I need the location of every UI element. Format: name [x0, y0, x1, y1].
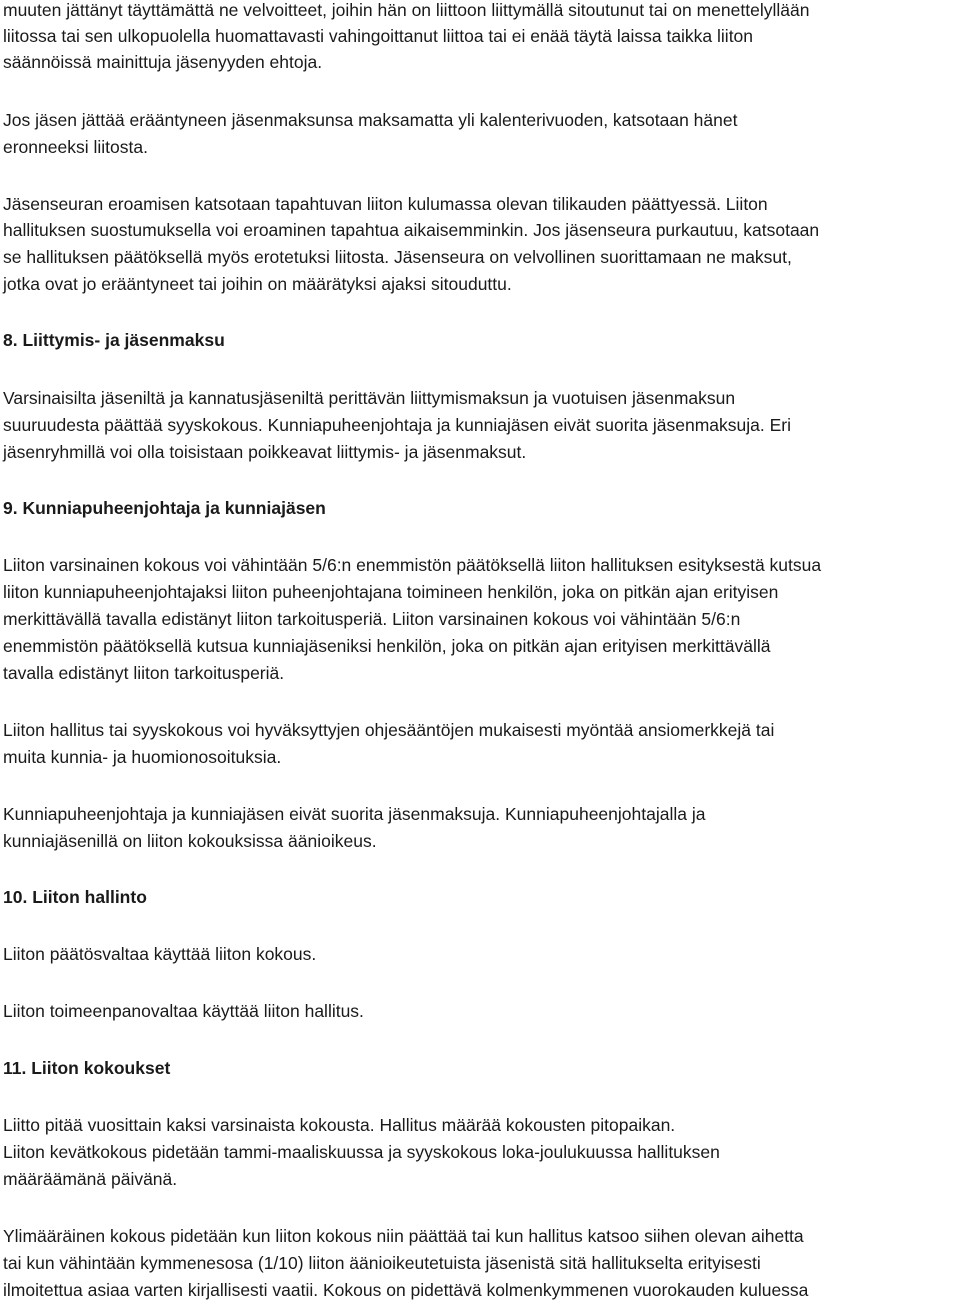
text-line: ilmoitettua asiaa varten kirjallisesti vaatii. Kokous on pidettävä kolmenkymmenen vuorokauden kuluessa [3, 1280, 809, 1300]
text-line: Liitto pitää vuosittain kaksi varsinaista kokousta. Hallitus määrää kokousten pitopaikan. [3, 1115, 676, 1135]
text-line: eronneeksi liitosta. [3, 137, 148, 157]
text-line: Liiton varsinainen kokous voi vähintään 5/6:n enemmistön päätöksellä liiton hallituksen esityksestä kutsua [3, 555, 822, 575]
text-line: kunniajäsenillä on liiton kokouksissa äänioikeus. [3, 831, 377, 851]
text-line: Liiton toimeenpanovaltaa käyttää liiton hallitus. [3, 1001, 364, 1021]
text-line: tavalla edistänyt liiton tarkoitusperiä. [3, 663, 285, 683]
text-line: se hallituksen päätöksellä myös erotetuksi liitosta. Jäsenseura on velvollinen suorittamaan ne maksut, [3, 247, 792, 267]
text-line: tai kun vähintään kymmenesosa (1/10) liiton äänioikeutetuista jäsenistä sitä hallitukselta erityisesti [3, 1253, 761, 1273]
text-line: merkittävällä tavalla edistänyt liiton tarkoitusperiä. Liiton varsinainen kokous voi vähintään 5/6:n [3, 609, 741, 629]
text-line: Liiton kevätkokous pidetään tammi-maaliskuussa ja syyskokous loka-joulukuussa hallituksen [3, 1142, 720, 1162]
text-line: Kunniapuheenjohtaja ja kunniajäsen eivät suorita jäsenmaksuja. Kunniapuheenjohtajalla ja [3, 804, 706, 824]
text-line: hallituksen suostumuksella voi eroaminen tapahtua aikaisemminkin. Jos jäsenseura purkautuu, katsotaan [3, 220, 820, 240]
text-line: Jos jäsen jättää erääntyneen jäsenmaksunsa maksamatta yli kalenterivuoden, katsotaan hänet [3, 110, 738, 130]
text-line: Jäsenseuran eroamisen katsotaan tapahtuvan liiton kulumassa olevan tilikauden päättyessä. Liiton [3, 194, 768, 214]
section-heading: 8. Liittymis- ja jäsenmaksu [3, 330, 225, 350]
text-line: enemmistön päätöksellä kutsua kunniajäseniksi henkilön, joka on pitkän ajan erityisen merkittävällä [3, 636, 771, 656]
text-line: muita kunnia- ja huomionosoituksia. [3, 747, 282, 767]
text-line: Liiton hallitus tai syyskokous voi hyväksyttyjen ohjesääntöjen mukaisesti myöntää ansiomerkkejä tai [3, 720, 775, 740]
section-heading: 10. Liiton hallinto [3, 887, 147, 907]
text-line: suuruudesta päättää syyskokous. Kunniapuheenjohtaja ja kunniajäsen eivät suorita jäsenmaksuja. Eri [3, 415, 791, 435]
text-line: jäsenryhmillä voi olla toisistaan poikkeavat liittymis- ja jäsenmaksut. [3, 442, 527, 462]
section-heading: 9. Kunniapuheenjohtaja ja kunniajäsen [3, 498, 326, 518]
text-line: liitossa tai sen ulkopuolella huomattavasti vahingoittanut liittoa tai ei enää täytä laissa taikka liiton [3, 26, 754, 46]
text-line: määräämänä päivänä. [3, 1169, 178, 1189]
text-line: Ylimääräinen kokous pidetään kun liiton kokous niin päättää tai kun hallitus katsoo siihen olevan aihetta [3, 1226, 804, 1246]
text-line: Liiton päätösvaltaa käyttää liiton kokous. [3, 944, 317, 964]
text-line: liiton kunniapuheenjohtajaksi liiton puheenjohtajana toimineen henkilön, joka on pitkän ajan erityisen [3, 582, 779, 602]
text-line: Varsinaisilta jäseniltä ja kannatusjäseniltä perittävän liittymismaksun ja vuotuisen jäsenmaksun [3, 388, 736, 408]
section-heading: 11. Liiton kokoukset [3, 1058, 171, 1078]
text-line: muuten jättänyt täyttämättä ne velvoitteet, joihin hän on liittoon liittymällä sitoutunut tai on menettelyllään [3, 0, 810, 20]
text-line: säännöissä mainittuja jäsenyyden ehtoja. [3, 52, 323, 72]
text-line: jotka ovat jo erääntyneet tai joihin on määrätyksi ajaksi sitouduttu. [3, 274, 512, 294]
